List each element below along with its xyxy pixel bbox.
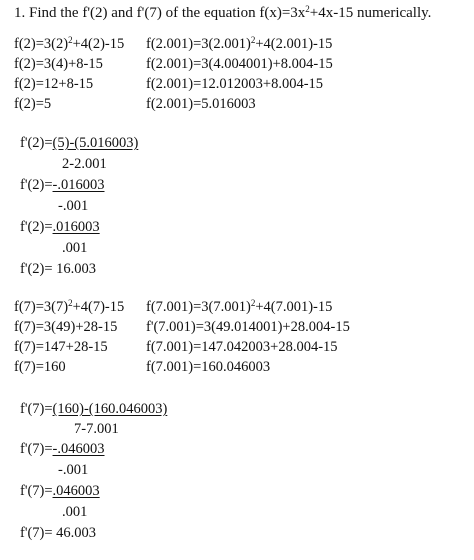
f2-step-3: f(2)=12+8-15 <box>14 76 94 92</box>
deriv2-denominator: 2-2.001 <box>62 156 107 172</box>
f7001-step-3: f(7.001)=147.042003+28.004-15 <box>146 339 338 355</box>
f2001-step-1: $f(2.001)=3(2.001)^2+4(2.001)-15$ <box>146 35 333 52</box>
deriv7-denominator: 7-7.001 <box>74 421 119 437</box>
f7001-step-2: f'(7.001)=3(49.014001)+28.004-15 <box>146 319 350 335</box>
deriv2-simplified-denominator: -.001 <box>58 198 89 214</box>
deriv2-simplified-line: f'(2)=-.016003 <box>20 177 105 193</box>
deriv2-positive-line: f'(2)=.016003 <box>20 219 100 235</box>
f7-step-3: f(7)=147+28-15 <box>14 339 108 355</box>
deriv7-positive-line: f'(7)=.046003 <box>20 483 100 499</box>
deriv7-simplified-line: f'(7)=-.046003 <box>20 441 105 457</box>
deriv7-numerator-line: f'(7)=(160)-(160.046003) <box>20 401 168 417</box>
f2-step-2: f(2)=3(4)+8-15 <box>14 56 103 72</box>
deriv7-result: f'(7)= 46.003 <box>20 525 97 541</box>
f2-step-1: $f(2)=3(2)^2+4(2)-15$ <box>14 35 125 52</box>
f2001-step-3: f(2.001)=12.012003+8.004-15 <box>146 76 324 92</box>
f7001-step-1: $f(7.001)=3(7.001)^2+4(7.001)-15$ <box>146 298 333 315</box>
f2001-step-2: f(2.001)=3(4.004001)+8.004-15 <box>146 56 333 72</box>
deriv7-positive-denominator: .001 <box>62 504 88 520</box>
f2-result: f(2)=5 <box>14 96 52 112</box>
f7-step-1: $f(7)=3(7)^2+4(7)-15$ <box>14 298 125 315</box>
f7-result: f(7)=160 <box>14 359 66 375</box>
problem-text: Find the f'(2) and f'(7) of the equation $f(x)=3x^2+4x-15$ numerically. <box>29 4 432 21</box>
deriv7-simplified-denominator: -.001 <box>58 462 89 478</box>
deriv2-result: f'(2)= 16.003 <box>20 261 97 277</box>
f2001-result: f(2.001)=5.016003 <box>146 96 256 112</box>
problem-statement <box>14 4 431 22</box>
f7001-result: f(7.001)=160.046003 <box>146 359 271 375</box>
f7-step-2: f(7)=3(49)+28-15 <box>14 319 118 335</box>
deriv2-numerator-line: f'(2)=(5)-(5.016003) <box>20 135 139 151</box>
deriv2-positive-denominator: .001 <box>62 240 88 256</box>
problem-number: 1. <box>14 5 26 21</box>
